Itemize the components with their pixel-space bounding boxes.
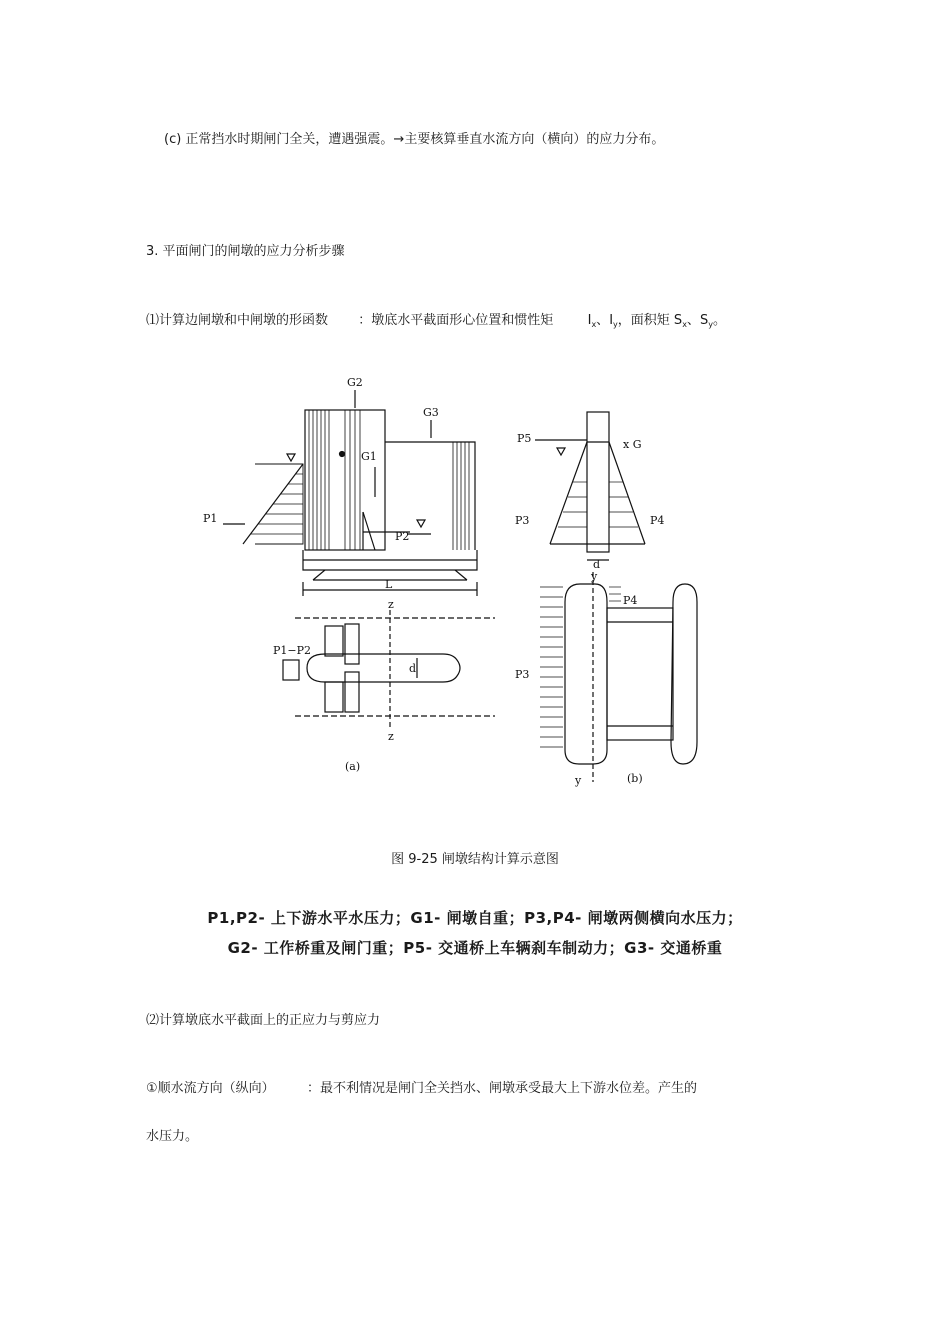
gate-chamber — [607, 608, 673, 740]
section-3-heading: 3. 平面闸门的闸墩的应力分析步骤 — [146, 244, 345, 259]
figure-caption: 图 9-25 闸墩结构计算示意图 — [391, 852, 559, 867]
case-c-text: (c) 正常挡水时期闸门全关，遭遇强震。→主要核算垂直水流方向（横向）的应力分布。 — [164, 132, 665, 147]
step-1-label: ⑴计算边闸墩和中闸墩的形函数 — [146, 313, 329, 328]
label-d-plan: d — [409, 662, 417, 675]
pier-side-column — [587, 412, 609, 552]
sub-1-desc: ：最不利情况是闸门全关挡水、闸墩承受最大上下游水位差。产生的 — [306, 1081, 697, 1096]
step-2-text: ⑵计算墩底水平截面上的正应力与剪应力 — [146, 1013, 381, 1028]
figure-labels — [203, 376, 664, 787]
sub-1-continuation: 水压力。 — [146, 1129, 199, 1144]
step-1-text: ⑴计算边闸墩和中闸墩的形函数 ：墩底水平截面形心位置和惯性矩 $I_x$、$I_y$，面积矩 $S_x$、$S_y$。 — [146, 313, 726, 329]
figure-legend-line-2: G2- 工作桥重及闸门重；P5- 交通桥上车辆刹车制动力；G3- 交通桥重 — [227, 939, 723, 957]
symbol-sy: $S_y$ — [699, 313, 713, 329]
sub-1-text — [146, 1080, 697, 1098]
label-p4: P4 — [650, 514, 665, 527]
label-z-top: z — [388, 598, 394, 611]
label-p5: P5 — [517, 432, 532, 445]
step-1-desc: ：墩底水平截面形心位置和惯性矩 — [358, 313, 554, 328]
label-p3: P3 — [515, 514, 530, 527]
label-xg: x G — [623, 438, 642, 451]
pier-plan-outline — [307, 654, 460, 682]
label-p1: P1 — [203, 512, 218, 525]
upstream-water-level-icon — [287, 454, 295, 461]
label-y-bottom: y — [575, 774, 582, 787]
label-p1-p2: P1−P2 — [273, 644, 312, 657]
label-b: (b) — [627, 772, 643, 785]
figure-legend-line-1: P1,P2- 上下游水平水压力；G1- 闸墩自重；P3,P4- 闸墩两侧横向水压力； — [207, 909, 743, 927]
symbol-sx: $S_x$ — [673, 313, 687, 329]
symbol-iy: $I_y$ — [609, 313, 618, 329]
label-z-bottom: z — [388, 730, 394, 743]
label-y-top: y — [591, 570, 598, 583]
pier-structure-figure — [195, 372, 715, 797]
label-p2: P2 — [395, 530, 410, 543]
label-d-side: d — [593, 558, 601, 571]
symbol-ix: $I_x$ — [587, 313, 597, 329]
label-p4-plan: P4 — [623, 594, 638, 607]
label-g3: G3 — [423, 406, 439, 419]
downstream-water-level-icon — [417, 520, 425, 527]
label-g2: G2 — [347, 376, 363, 389]
label-g1: G1 — [361, 450, 377, 463]
label-a: (a) — [345, 760, 361, 773]
sub-1-label: ①顺水流方向（纵向） — [146, 1081, 275, 1096]
label-p3-plan: P3 — [515, 668, 530, 681]
label-l: L — [385, 578, 393, 591]
